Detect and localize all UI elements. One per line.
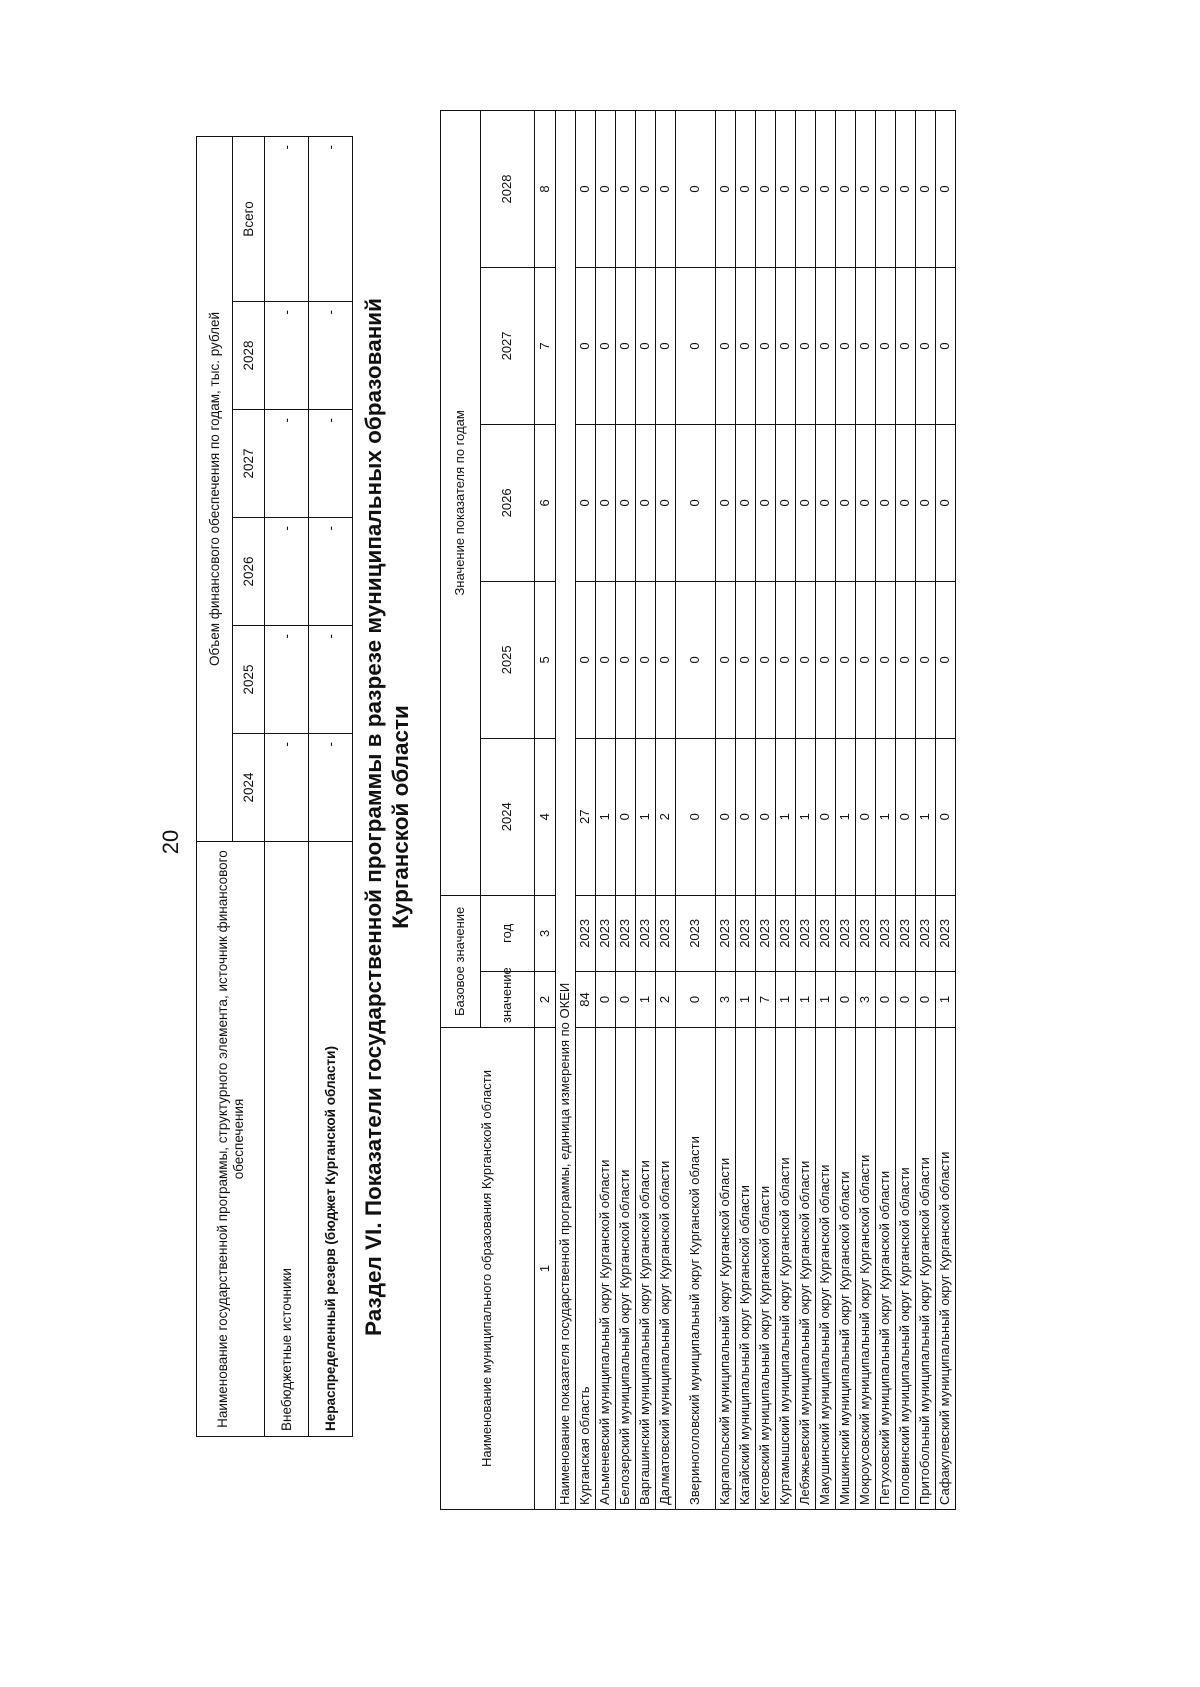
indicator-cell: 84 [576,971,596,1027]
finance-header-year: 2024 [233,734,265,842]
indicator-cell: 0 [736,267,756,424]
indicator-cell: 0 [896,971,916,1027]
municipality-name: Куртамышский муниципальный округ Курганской области [776,1027,796,1509]
indicator-cell: 0 [816,581,836,738]
municipality-name: Катайский муниципальный округ Курганской области [736,1027,756,1509]
indicator-cell: 0 [596,111,616,268]
indicator-cell: 0 [856,267,876,424]
table-row [616,111,636,1510]
indicator-cell: 0 [876,581,896,738]
section-title-line2: Курганской области [388,705,413,929]
indicator-cell: 0 [596,581,616,738]
finance-table [196,136,353,1437]
indicator-cell: 1 [916,738,936,895]
table-row [876,111,896,1510]
municipality-name: Варгашинский муниципальный округ Курганской области [636,1027,656,1509]
indicator-cell: 0 [776,581,796,738]
indicator-cell: 0 [656,424,676,581]
table-row [936,111,956,1510]
indicator-cell: 0 [756,111,776,268]
column-number: 4 [535,738,556,895]
indicator-cell: 0 [936,738,956,895]
page-number: 20 [158,829,183,855]
municipality-name: Петуховский муниципальный округ Курганской области [876,1027,896,1509]
indicator-cell: 0 [836,111,856,268]
indicator-header-name: Наименование муниципального образования Курганской области [441,1027,535,1509]
indicator-cell: 2023 [936,895,956,971]
finance-header-year: 2026 [233,518,265,626]
table-row [836,111,856,1510]
indicator-cell: 0 [756,738,776,895]
indicator-cell: 0 [896,424,916,581]
table-row [716,111,736,1510]
indicator-cell: 0 [596,424,616,581]
table-row [736,111,756,1510]
indicator-cell: 0 [736,581,756,738]
column-number: 8 [535,111,556,268]
indicator-cell: 0 [936,111,956,268]
finance-cell: - [309,518,353,626]
indicator-cell: 0 [896,581,916,738]
indicator-cell: 1 [636,738,656,895]
indicator-cell: 0 [936,581,956,738]
indicator-cell: 0 [816,111,836,268]
indicator-cell: 1 [776,738,796,895]
indicator-cell: 1 [876,738,896,895]
indicator-cell: 2023 [576,895,596,971]
indicator-cell: 0 [656,267,676,424]
indicator-cell: 2023 [876,895,896,971]
indicator-cell: 2023 [816,895,836,971]
indicator-cell: 0 [576,267,596,424]
section-title [360,247,414,1387]
indicator-cell: 0 [656,111,676,268]
indicator-cell: 2023 [856,895,876,971]
indicator-cell: 0 [576,581,596,738]
indicator-cell: 0 [836,424,856,581]
indicator-cell: 0 [776,424,796,581]
indicator-cell: 0 [676,971,716,1027]
table-row [309,136,353,1436]
municipality-name: Лебяжьевский муниципальный округ Курганской области [796,1027,816,1509]
indicator-cell: 2023 [596,895,616,971]
indicator-cell: 0 [836,581,856,738]
municipality-name: Мишкинский муниципальный округ Курганской области [836,1027,856,1509]
finance-cell: - [309,410,353,518]
indicator-cell: 27 [576,738,596,895]
indicator-label-row [556,111,576,1510]
indicator-cell: 0 [616,738,636,895]
finance-header-year: 2028 [233,302,265,410]
indicator-cell: 0 [896,738,916,895]
finance-header-name: Наименование государственной программы, структурного элемента, источник финансового обеспечения [197,842,265,1437]
table-row [796,111,816,1510]
indicator-cell: 0 [736,424,756,581]
indicator-cell: 2023 [896,895,916,971]
table-row [776,111,796,1510]
table-row [636,111,656,1510]
table-row [676,111,716,1510]
indicator-cell: 0 [756,581,776,738]
finance-row-name: Внебюджетные источники [265,842,309,1437]
municipality-name: Курганская область [576,1027,596,1509]
indicator-cell: 0 [816,267,836,424]
indicator-cell: 2 [656,971,676,1027]
indicator-cell: 2023 [756,895,776,971]
indicator-cell: 1 [776,971,796,1027]
municipality-name: Притобольный муниципальный округ Курганской области [916,1027,936,1509]
municipality-name: Сафакулевский муниципальный округ Курганской области [936,1027,956,1509]
municipality-name: Макушинский муниципальный округ Курганской области [816,1027,836,1509]
indicator-cell: 0 [616,424,636,581]
indicator-cell: 0 [796,267,816,424]
finance-cell: - [265,302,309,410]
indicator-cell: 0 [616,971,636,1027]
indicator-cell: 0 [656,581,676,738]
municipality-name: Белозерский муниципальный округ Курганской области [616,1027,636,1509]
indicator-header-base-group: Базовое значение [441,895,481,1027]
indicator-cell: 0 [896,111,916,268]
table-row [576,111,596,1510]
finance-header-total: Всего [233,136,265,301]
table-row [856,111,876,1510]
indicator-cell: 0 [896,267,916,424]
municipality-name: Мокроусовский муниципальный округ Курганской области [856,1027,876,1509]
indicator-cell: 0 [636,267,656,424]
indicator-header-year: 2027 [481,267,535,424]
indicator-cell: 0 [916,267,936,424]
finance-cell: - [309,302,353,410]
indicator-header-year: 2028 [481,111,535,268]
indicator-cell: 0 [596,267,616,424]
indicator-cell: 0 [876,971,896,1027]
indicator-cell: 0 [856,738,876,895]
indicator-cell: 0 [756,267,776,424]
table-row [816,111,836,1510]
indicator-cell: 2023 [796,895,816,971]
indicator-cell: 0 [936,267,956,424]
indicator-header-years-group: Значение показателя по годам [441,111,481,896]
municipality-name: Звериноголовский муниципальный округ Курганской области [676,1027,716,1509]
indicator-cell: 3 [716,971,736,1027]
indicator-cell: 0 [876,267,896,424]
indicator-cell: 1 [836,738,856,895]
indicator-cell: 1 [796,971,816,1027]
table-row [896,111,916,1510]
indicator-cell: 0 [736,111,756,268]
indicator-cell: 0 [716,738,736,895]
indicator-label: Наименование показателя государственной программы, единица измерения по ОКЕИ [556,111,576,1510]
municipality-name: Альменевский муниципальный округ Курганской области [596,1027,616,1509]
table-row [656,111,676,1510]
indicator-cell: 0 [816,738,836,895]
indicator-cell: 0 [636,424,656,581]
column-number: 5 [535,581,556,738]
municipality-name: Далматовский муниципальный округ Курганской области [656,1027,676,1509]
indicator-cell: 0 [676,424,716,581]
indicator-cell: 2023 [776,895,796,971]
indicator-cell: 0 [876,424,896,581]
indicator-cell: 0 [916,111,936,268]
indicator-cell: 0 [716,111,736,268]
column-number: 3 [535,895,556,971]
column-number: 2 [535,971,556,1027]
indicator-cell: 0 [636,111,656,268]
indicator-cell: 0 [676,581,716,738]
table-row [756,111,776,1510]
indicator-cell: 1 [796,738,816,895]
indicator-cell: 2023 [736,895,756,971]
indicator-cell: 0 [856,424,876,581]
section-title-line1: Раздел VI. Показатели государственной программы в разрезе муниципальных образований [361,298,386,1336]
column-number: 6 [535,424,556,581]
indicator-cell: 0 [576,424,596,581]
finance-header-group: Объем финансового обеспечения по годам, тыс. рублей [197,136,233,841]
column-number: 1 [535,1027,556,1509]
indicator-header-base-year: год [481,895,535,971]
indicator-cell: 0 [716,267,736,424]
indicator-cell: 0 [676,738,716,895]
indicator-cell: 0 [716,424,736,581]
municipality-name: Половинский муниципальный округ Курганской области [896,1027,916,1509]
indicator-cell: 0 [716,581,736,738]
indicator-cell: 0 [936,424,956,581]
indicator-cell: 2023 [616,895,636,971]
finance-row-name: Нераспределенный резерв (бюджет Курганской области) [309,842,353,1437]
indicator-cell: 0 [876,111,896,268]
indicator-cell: 1 [636,971,656,1027]
indicator-cell: 0 [676,111,716,268]
indicator-cell: 0 [736,738,756,895]
finance-header-year: 2025 [233,626,265,734]
indicator-cell: 2023 [836,895,856,971]
indicator-cell: 0 [916,971,936,1027]
finance-cell: - [309,626,353,734]
table-row [916,111,936,1510]
finance-header-year: 2027 [233,410,265,518]
indicator-cell: 3 [856,971,876,1027]
finance-cell: - [265,136,309,301]
indicator-cell: 0 [616,267,636,424]
municipality-name: Каргапольский муниципальный округ Курганской области [716,1027,736,1509]
indicator-cell: 0 [836,971,856,1027]
indicator-cell: 0 [816,424,836,581]
indicator-cell: 2023 [676,895,716,971]
indicator-header-year: 2025 [481,581,535,738]
indicator-cell: 0 [676,267,716,424]
finance-cell: - [309,734,353,842]
indicator-cell: 2023 [656,895,676,971]
indicator-cell: 2023 [636,895,656,971]
indicator-header-base-value: значение [481,971,535,1027]
indicator-cell: 0 [776,267,796,424]
indicator-cell: 0 [796,111,816,268]
indicator-cell: 0 [576,111,596,268]
indicator-cell: 1 [816,971,836,1027]
indicator-cell: 0 [836,267,856,424]
indicator-header-year: 2026 [481,424,535,581]
indicator-cell: 0 [776,111,796,268]
table-row [265,136,309,1436]
indicator-cell: 0 [596,971,616,1027]
indicator-cell: 0 [856,581,876,738]
indicator-cell: 0 [616,111,636,268]
indicator-cell: 0 [796,581,816,738]
indicator-cell: 2 [656,738,676,895]
indicator-cell: 1 [596,738,616,895]
indicator-cell: 1 [936,971,956,1027]
indicator-cell: 0 [636,581,656,738]
finance-cell: - [265,518,309,626]
finance-cell: - [309,136,353,301]
indicator-cell: 2023 [916,895,936,971]
table-row [596,111,616,1510]
indicator-header-year: 2024 [481,738,535,895]
indicator-cell: 0 [856,111,876,268]
indicator-cell: 1 [736,971,756,1027]
indicator-cell: 2023 [716,895,736,971]
municipality-name: Кетовский муниципальный округ Курганской области [756,1027,776,1509]
finance-cell: - [265,626,309,734]
indicator-cell: 0 [756,424,776,581]
indicator-cell: 0 [616,581,636,738]
indicator-cell: 0 [916,424,936,581]
indicator-cell: 0 [916,581,936,738]
indicator-table [440,110,956,1510]
finance-cell: - [265,734,309,842]
column-number: 7 [535,267,556,424]
finance-cell: - [265,410,309,518]
indicator-cell: 7 [756,971,776,1027]
indicator-cell: 0 [796,424,816,581]
